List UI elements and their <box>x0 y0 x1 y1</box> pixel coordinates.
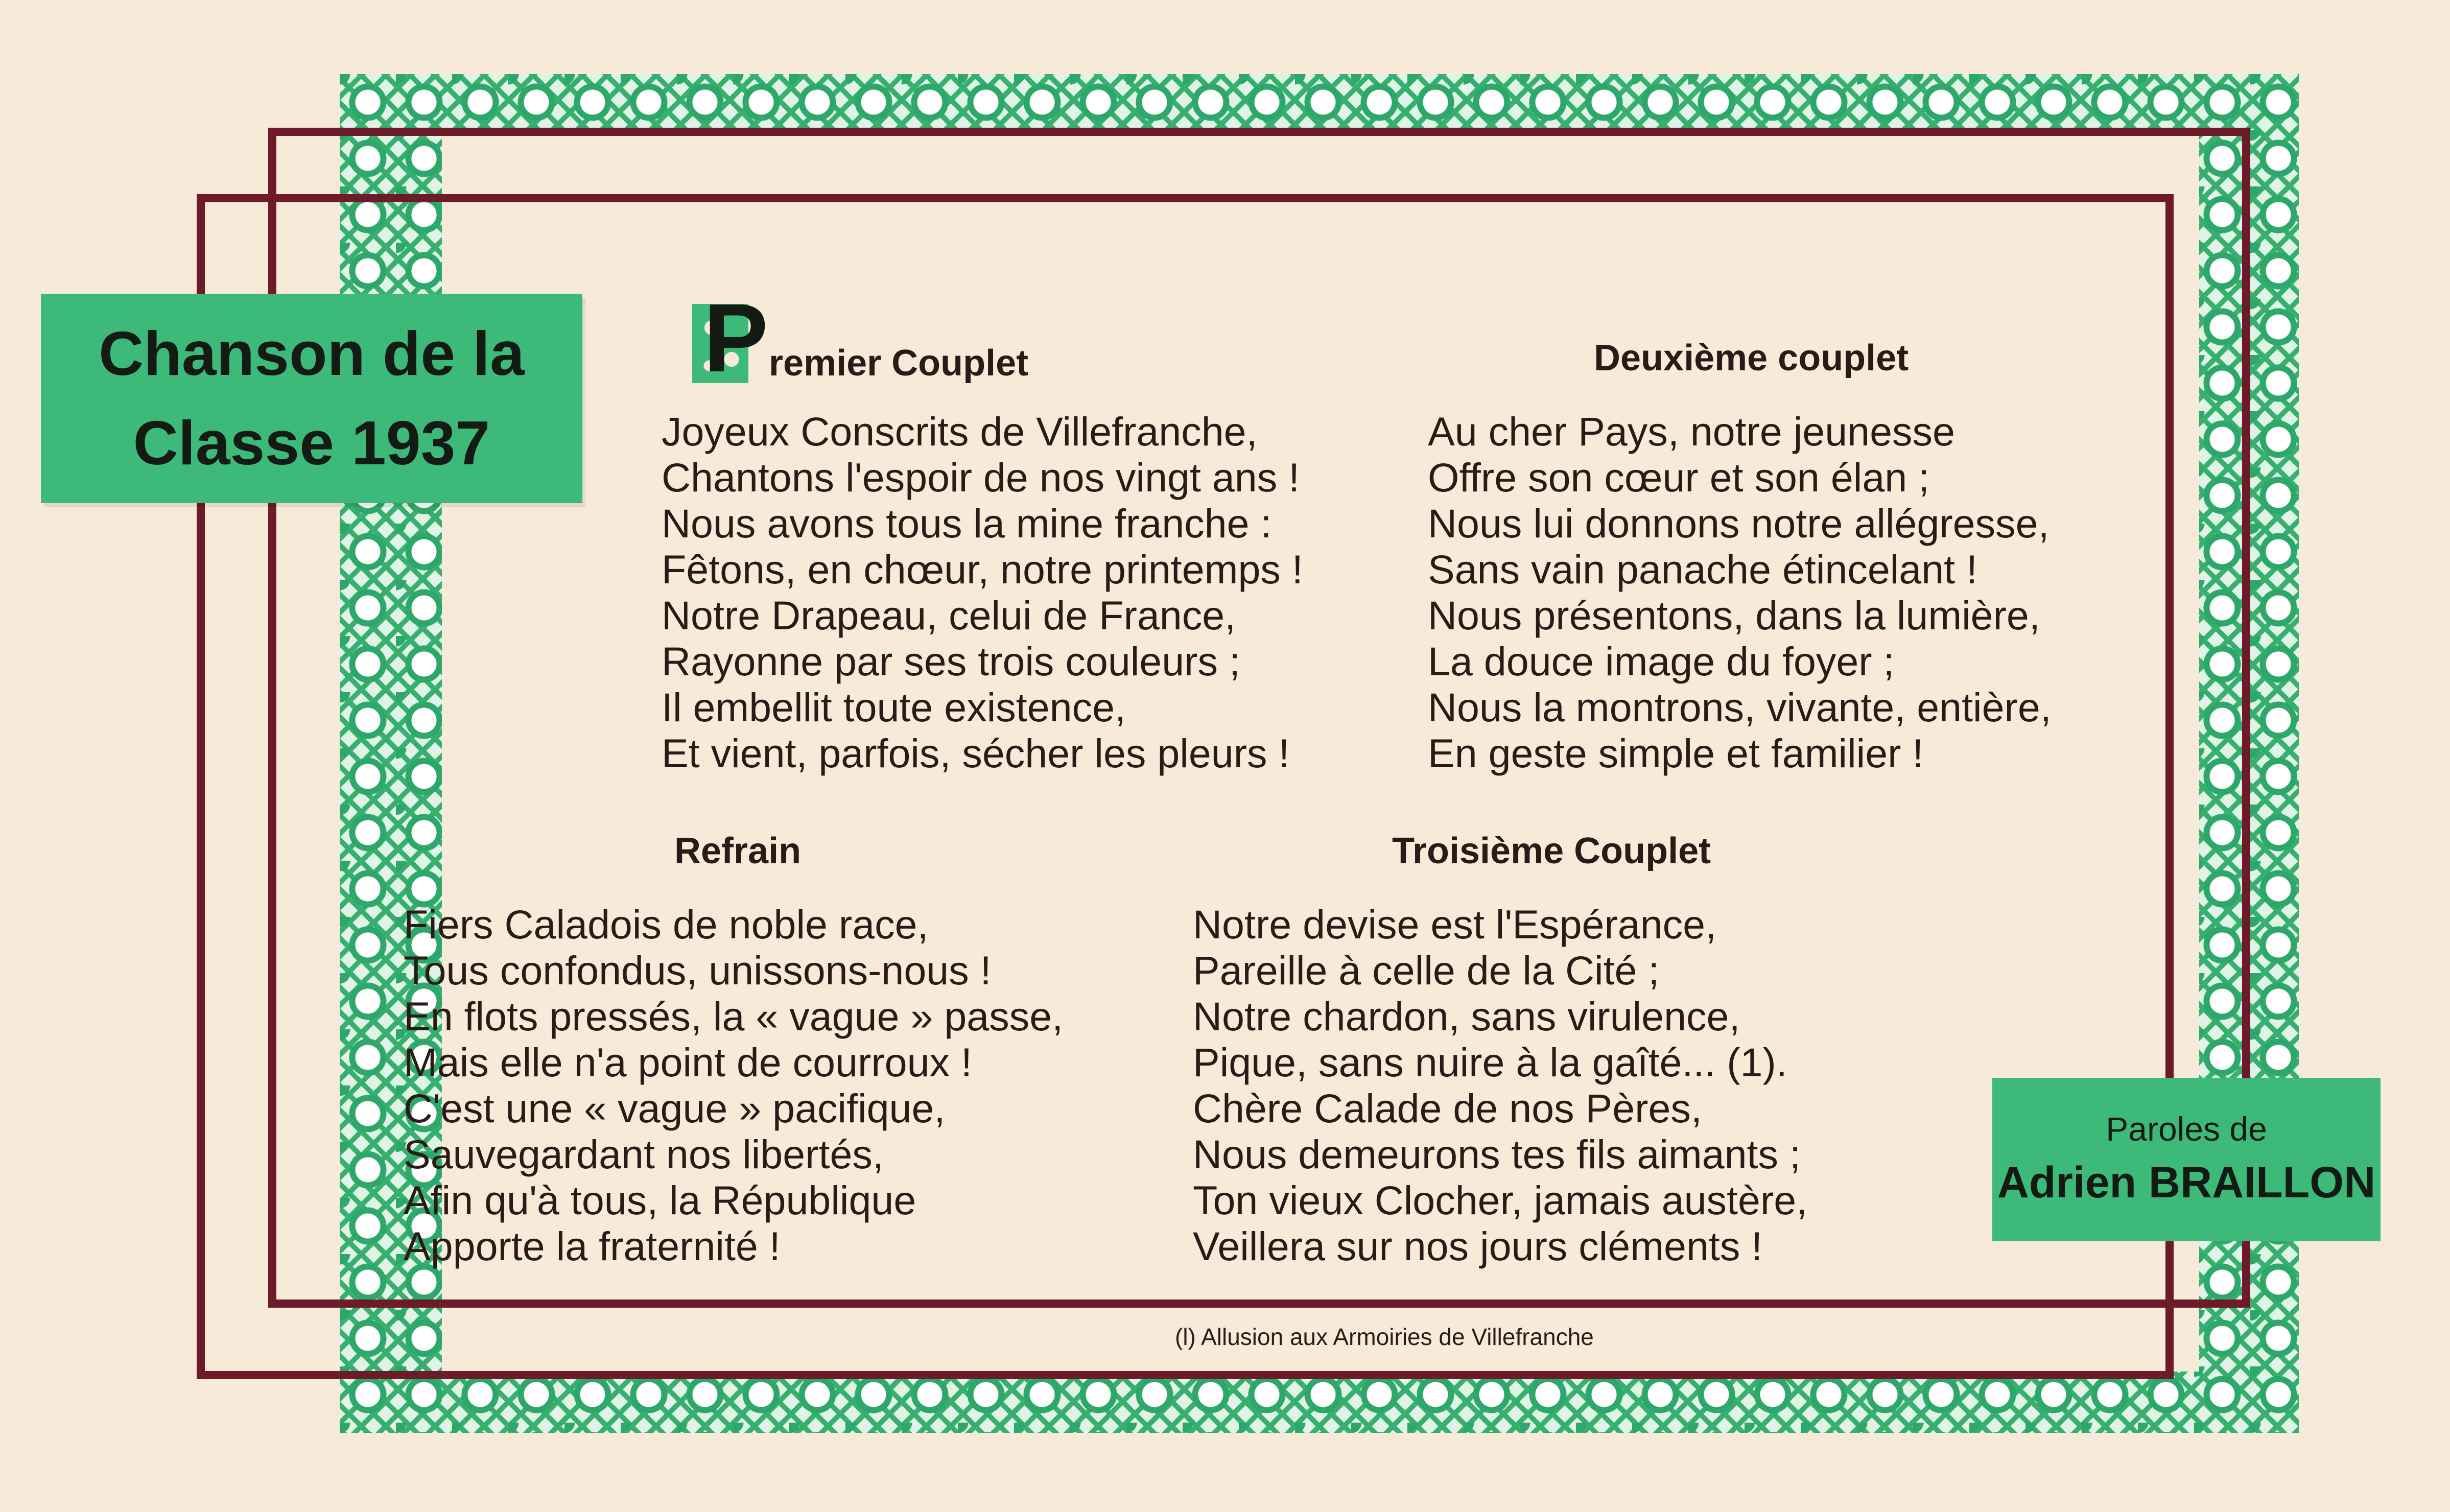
verse-line: Rayonne par ses trois couleurs ; <box>662 639 1240 684</box>
verse-line: Pique, sans nuire à la gaîté... (1). <box>1193 1040 1787 1085</box>
verse-line: Nous demeurons tes fils aimants ; <box>1193 1131 1801 1177</box>
verse-line: Au cher Pays, notre jeunesse <box>1428 409 1955 454</box>
author-name: Adrien BRAILLON <box>1997 1158 2376 1207</box>
deuxieme-couplet-heading: Deuxième couplet <box>1594 338 1909 379</box>
verse-line: Ton vieux Clocher, jamais austère, <box>1193 1177 1808 1223</box>
verse-line: Fiers Caladois de noble race, <box>404 902 929 947</box>
refrain-heading: Refrain <box>674 831 802 871</box>
verse-line: Sauvegardant nos libertés, <box>404 1131 884 1177</box>
premier-couplet-stanza <box>662 409 1303 776</box>
title-line-1: Chanson de la <box>99 319 525 388</box>
verse-line: Nous présentons, dans la lumière, <box>1428 593 2040 638</box>
verse-line: C'est une « vague » pacifique, <box>404 1085 946 1131</box>
verse-line: Tous confondus, unissons-nous ! <box>404 948 992 993</box>
verse-line: Nous lui donnons notre allégresse, <box>1428 501 2049 546</box>
footnote: (l) Allusion aux Armoiries de Villefranche <box>1175 1324 1594 1350</box>
verse-line: Afin qu'à tous, la République <box>404 1177 916 1223</box>
deuxieme-couplet-stanza <box>1428 409 2052 776</box>
verse-line: Mais elle n'a point de courroux ! <box>404 1040 972 1085</box>
title-label <box>41 294 582 503</box>
verse-line: Offre son cœur et son élan ; <box>1428 455 1930 500</box>
dropcap-letter: P <box>703 284 768 392</box>
verse-line: Fêtons, en chœur, notre printemps ! <box>662 547 1303 592</box>
verse-line: Notre devise est l'Espérance, <box>1193 902 1717 947</box>
dropcap-ornament <box>692 284 768 392</box>
verse-line: Notre Drapeau, celui de France, <box>662 593 1236 638</box>
verse-line: Nous avons tous la mine franche : <box>662 501 1272 546</box>
verse-line: Nous la montrons, vivante, entière, <box>1428 684 2052 730</box>
verse-line: Joyeux Conscrits de Villefranche, <box>662 409 1258 454</box>
verse-line: Il embellit toute existence, <box>662 684 1126 730</box>
verse-line: Sans vain panache étincelant ! <box>1428 547 1978 592</box>
troisieme-couplet-stanza <box>1193 902 1807 1269</box>
verse-line: Notre chardon, sans virulence, <box>1193 994 1740 1039</box>
verse-line: En flots pressés, la « vague » passe, <box>404 994 1064 1039</box>
verse-line: Apporte la fraternité ! <box>404 1223 781 1269</box>
verse-line: Pareille à celle de la Cité ; <box>1193 948 1660 993</box>
title-line-2: Classe 1937 <box>133 408 490 478</box>
verse-line: Veillera sur nos jours cléments ! <box>1193 1223 1763 1269</box>
premier-couplet-heading: remier Couplet <box>769 343 1029 384</box>
verse-line: Chantons l'espoir de nos vingt ans ! <box>662 455 1300 500</box>
verse-line: La douce image du foyer ; <box>1428 639 1895 684</box>
verse-line: En geste simple et familier ! <box>1428 730 1924 776</box>
troisieme-couplet-heading: Troisième Couplet <box>1392 831 1711 871</box>
verse-line: Chère Calade de nos Pères, <box>1193 1085 1702 1131</box>
author-label <box>1992 1078 2381 1241</box>
verse-line: Et vient, parfois, sécher les pleurs ! <box>662 730 1290 776</box>
refrain-stanza <box>404 902 1063 1269</box>
author-prefix: Paroles de <box>2106 1110 2267 1148</box>
